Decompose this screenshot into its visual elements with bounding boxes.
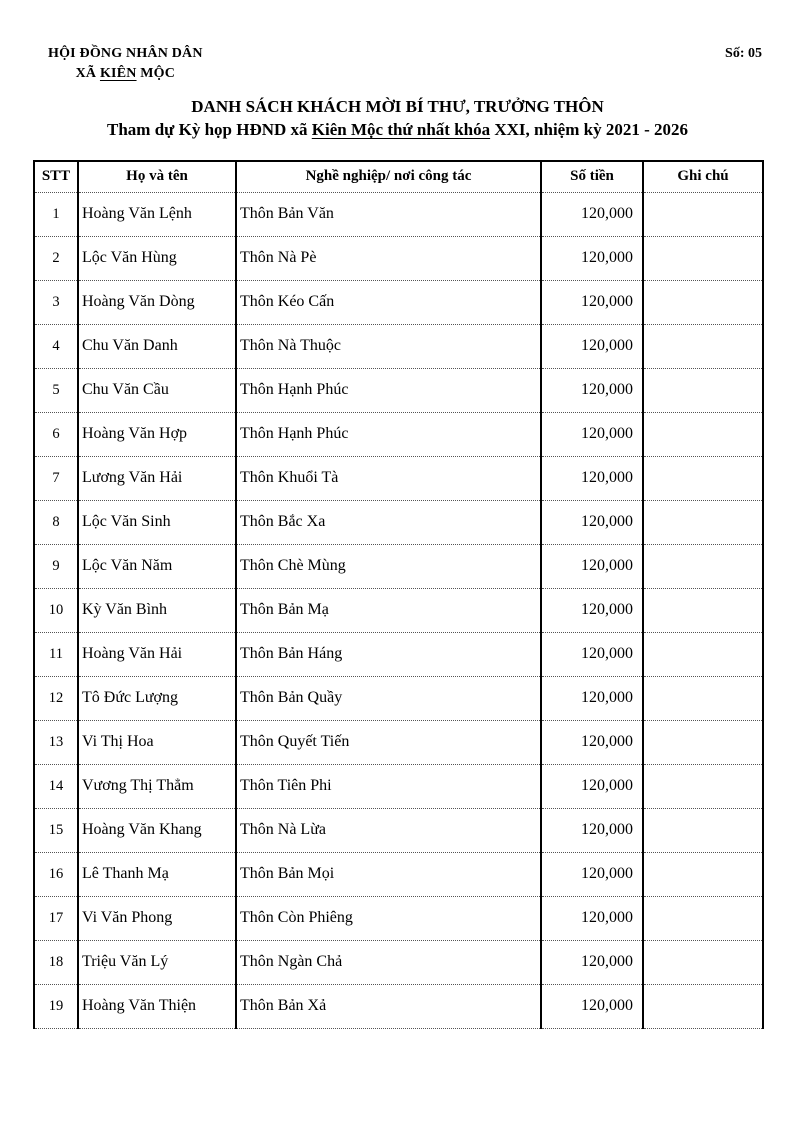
table-row <box>34 940 763 984</box>
cell-note <box>643 544 763 588</box>
cell-note <box>643 940 763 984</box>
cell-amount: 120,000 <box>541 544 643 588</box>
table-row <box>34 456 763 500</box>
org-name-line1: HỘI ĐỒNG NHÂN DÂN <box>48 46 203 61</box>
cell-note <box>643 324 763 368</box>
cell-amount: 120,000 <box>541 940 643 984</box>
cell-note <box>643 456 763 500</box>
cell-name: Hoàng Văn Khang <box>78 808 236 852</box>
cell-workplace: Thôn Kéo Cấn <box>236 280 541 324</box>
table-row <box>34 368 763 412</box>
cell-workplace: Thôn Quyết Tiến <box>236 720 541 764</box>
table-row <box>34 852 763 896</box>
cell-name: Lộc Văn Hùng <box>78 236 236 280</box>
document-title: DANH SÁCH KHÁCH MỜI BÍ THƯ, TRƯỞNG THÔN <box>191 97 604 116</box>
cell-name: Lê Thanh Mạ <box>78 852 236 896</box>
cell-note <box>643 368 763 412</box>
letterhead <box>33 44 762 84</box>
subtitle-prefix: Tham dự Kỳ họp HĐND xã <box>106 120 312 139</box>
header-cell-stt: STT <box>34 161 78 192</box>
table-row <box>34 280 763 324</box>
table-header-row <box>34 161 763 192</box>
table-row <box>34 720 763 764</box>
cell-stt: 19 <box>34 984 78 1028</box>
cell-stt: 13 <box>34 720 78 764</box>
cell-amount: 120,000 <box>541 412 643 456</box>
cell-workplace: Thôn Bản Quầy <box>236 676 541 720</box>
header-cell-name: Họ và tên <box>78 161 236 192</box>
cell-amount: 120,000 <box>541 324 643 368</box>
subtitle-suffix: XXI, nhiệm kỳ 2021 - 2026 <box>490 120 688 139</box>
document-number: Số: 05 <box>725 46 762 61</box>
cell-stt: 12 <box>34 676 78 720</box>
cell-amount: 120,000 <box>541 676 643 720</box>
cell-note <box>643 588 763 632</box>
header-cell-note: Ghi chú <box>643 161 763 192</box>
cell-stt: 18 <box>34 940 78 984</box>
cell-stt: 16 <box>34 852 78 896</box>
cell-stt: 17 <box>34 896 78 940</box>
table-row <box>34 984 763 1028</box>
cell-name: Chu Văn Cầu <box>78 368 236 412</box>
org-name-line2-underlined: KIÊN <box>99 66 137 81</box>
cell-note <box>643 236 763 280</box>
cell-note <box>643 280 763 324</box>
cell-workplace: Thôn Bản Mạ <box>236 588 541 632</box>
cell-name: Lộc Văn Sinh <box>78 500 236 544</box>
cell-name: Hoàng Văn Thiện <box>78 984 236 1028</box>
cell-workplace: Thôn Ngàn Chả <box>236 940 541 984</box>
header-cell-workplace: Nghề nghiệp/ nơi công tác <box>236 161 541 192</box>
cell-name: Vi Thị Hoa <box>78 720 236 764</box>
cell-note <box>643 192 763 236</box>
cell-workplace: Thôn Nà Lừa <box>236 808 541 852</box>
cell-name: Hoàng Văn Hợp <box>78 412 236 456</box>
cell-amount: 120,000 <box>541 236 643 280</box>
cell-stt: 1 <box>34 192 78 236</box>
cell-name: Chu Văn Danh <box>78 324 236 368</box>
cell-amount: 120,000 <box>541 192 643 236</box>
cell-note <box>643 720 763 764</box>
cell-note <box>643 852 763 896</box>
table-row <box>34 588 763 632</box>
cell-note <box>643 676 763 720</box>
table-row <box>34 896 763 940</box>
cell-workplace: Thôn Hạnh Phúc <box>236 368 541 412</box>
cell-workplace: Thôn Nà Pè <box>236 236 541 280</box>
cell-workplace: Thôn Bản Háng <box>236 632 541 676</box>
cell-workplace: Thôn Chè Mùng <box>236 544 541 588</box>
cell-stt: 6 <box>34 412 78 456</box>
cell-name: Hoàng Văn Dòng <box>78 280 236 324</box>
cell-note <box>643 764 763 808</box>
cell-amount: 120,000 <box>541 984 643 1028</box>
cell-stt: 4 <box>34 324 78 368</box>
cell-note <box>643 808 763 852</box>
cell-name: Lương Văn Hải <box>78 456 236 500</box>
table-row <box>34 500 763 544</box>
table-row <box>34 764 763 808</box>
cell-note <box>643 984 763 1028</box>
cell-name: Hoàng Văn Hải <box>78 632 236 676</box>
cell-workplace: Thôn Tiên Phi <box>236 764 541 808</box>
cell-amount: 120,000 <box>541 808 643 852</box>
subtitle-underlined: Kiên Mộc thứ nhất khóa <box>311 120 491 139</box>
cell-workplace: Thôn Bản Xả <box>236 984 541 1028</box>
table-row <box>34 676 763 720</box>
table-row <box>34 236 763 280</box>
cell-name: Vương Thị Thẳm <box>78 764 236 808</box>
cell-note <box>643 632 763 676</box>
cell-workplace: Thôn Khuổi Tà <box>236 456 541 500</box>
cell-workplace: Thôn Bản Mọi <box>236 852 541 896</box>
org-name-line2-prefix: XÃ <box>75 66 100 81</box>
table-row <box>34 632 763 676</box>
cell-workplace: Thôn Nà Thuộc <box>236 324 541 368</box>
cell-stt: 8 <box>34 500 78 544</box>
cell-name: Triệu Văn Lý <box>78 940 236 984</box>
cell-name: Kỳ Văn Bình <box>78 588 236 632</box>
cell-stt: 5 <box>34 368 78 412</box>
cell-amount: 120,000 <box>541 280 643 324</box>
cell-amount: 120,000 <box>541 764 643 808</box>
cell-stt: 11 <box>34 632 78 676</box>
table-body <box>34 192 763 1028</box>
cell-amount: 120,000 <box>541 456 643 500</box>
table-row <box>34 192 763 236</box>
title-block <box>33 96 762 142</box>
cell-note <box>643 412 763 456</box>
cell-note <box>643 500 763 544</box>
table-row <box>34 544 763 588</box>
cell-workplace: Thôn Hạnh Phúc <box>236 412 541 456</box>
table-row <box>34 324 763 368</box>
cell-name: Vi Văn Phong <box>78 896 236 940</box>
header-cell-amount: Số tiền <box>541 161 643 192</box>
cell-stt: 14 <box>34 764 78 808</box>
cell-stt: 9 <box>34 544 78 588</box>
cell-stt: 3 <box>34 280 78 324</box>
cell-amount: 120,000 <box>541 632 643 676</box>
org-name-line2 <box>48 64 203 84</box>
guest-list-table <box>33 160 764 1029</box>
org-name-line2-suffix: MỘC <box>136 66 176 81</box>
cell-stt: 10 <box>34 588 78 632</box>
cell-name: Tô Đức Lượng <box>78 676 236 720</box>
cell-amount: 120,000 <box>541 896 643 940</box>
cell-name: Hoàng Văn Lệnh <box>78 192 236 236</box>
cell-amount: 120,000 <box>541 720 643 764</box>
cell-stt: 15 <box>34 808 78 852</box>
cell-amount: 120,000 <box>541 588 643 632</box>
cell-workplace: Thôn Bản Văn <box>236 192 541 236</box>
table-row <box>34 808 763 852</box>
cell-workplace: Thôn Còn Phiêng <box>236 896 541 940</box>
cell-name: Lộc Văn Năm <box>78 544 236 588</box>
document-subtitle <box>33 118 762 142</box>
cell-stt: 7 <box>34 456 78 500</box>
issuing-org-block <box>48 44 203 84</box>
cell-workplace: Thôn Bắc Xa <box>236 500 541 544</box>
cell-stt: 2 <box>34 236 78 280</box>
cell-amount: 120,000 <box>541 500 643 544</box>
cell-amount: 120,000 <box>541 852 643 896</box>
table-row <box>34 412 763 456</box>
cell-amount: 120,000 <box>541 368 643 412</box>
cell-note <box>643 896 763 940</box>
